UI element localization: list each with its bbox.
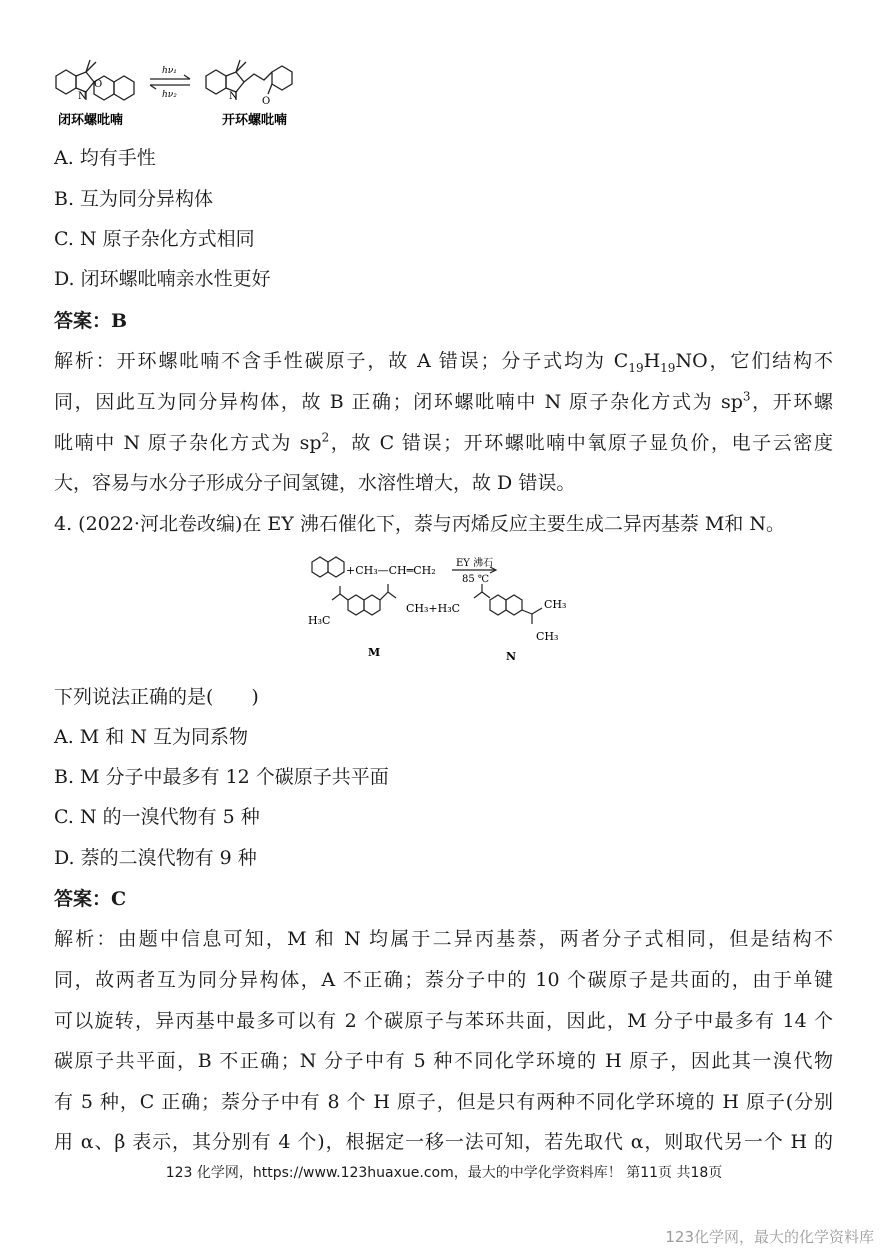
q3-analysis-line-3 [54, 430, 833, 456]
superscript: 2 [321, 430, 330, 445]
q4-option-b: B. M 分子中最多有 12 个碳原子共平面 [54, 766, 389, 788]
q3-option-a: A. 均有手性 [54, 147, 156, 169]
q3-option-b: B. 互为同分异构体 [54, 188, 214, 210]
reagent-propene: +CH₃—CH═CH₂ [346, 564, 436, 577]
product-m-label: M [368, 646, 381, 659]
n-ch3-label-lower: CH₃ [536, 630, 559, 643]
q3-analysis-text: 解析：开环螺吡喃不含手性碳原子，故 A 错误；分子式均为 C [54, 350, 629, 372]
open-o-atom: O [262, 96, 271, 107]
q3-analysis-text: ，故 C 错误；开环螺吡喃中氧原子显负价，电子云密度 [329, 432, 833, 454]
q3-analysis-text: 吡喃中 N 原子杂化方式为 sp [54, 432, 322, 454]
q4-analysis-line-4: 碳原子共平面，B 不正确；N 分子中有 5 种不同化学环境的 H 原子，因此其一溴代物 [54, 1050, 833, 1072]
q4-analysis-line-1: 解析：由题中信息可知，M 和 N 均属于二异丙基萘，两者分子式相同，但是结构不 [54, 928, 833, 950]
q4-answer-value: C [111, 888, 127, 910]
condition-temperature: 85 ℃ [462, 574, 490, 585]
open-n-atom: N [229, 91, 238, 102]
q4-answer [54, 886, 126, 912]
condition-catalyst: EY 沸石 [456, 558, 494, 569]
subscript: 19 [628, 360, 644, 375]
naphthalene-figure [300, 548, 590, 666]
q3-analysis-line-1 [54, 348, 833, 374]
closed-form-caption: 闭环螺吡喃 [58, 113, 124, 128]
q3-answer-label: 答案： [54, 310, 112, 332]
spiropyran-figure [50, 52, 320, 128]
q4-option-a: A. M 和 N 互为同系物 [54, 726, 248, 748]
q3-answer [54, 308, 127, 334]
q4-analysis-line-6: 用 α、β 表示，其分别有 4 个)，根据定一移一法可知，若先取代 α，则取代另一个 H 的 [54, 1131, 833, 1153]
m-n-ch3-label: CH₃+H₃C [406, 602, 461, 615]
q3-analysis-text: NO，它们结构不 [675, 350, 833, 372]
q4-analysis-line-2: 同，故两者互为同分异构体，A 不正确；萘分子中的 10 个碳原子是共面的，由于单键 [54, 969, 833, 991]
q3-analysis-line-4: 大，容易与水分子形成分子间氢键，水溶性增大，故 D 错误。 [54, 472, 576, 494]
m-h3c-label: H₃C [308, 614, 331, 627]
watermark: 123化学网，最大的化学资料库 [665, 1228, 874, 1246]
q4-stem: 4. (2022·河北卷改编)在 EY 沸石催化下，萘与丙烯反应主要生成二异丙基萘 M和 N。 [54, 513, 786, 535]
closed-o-atom: O [94, 79, 103, 90]
q3-option-c: C. N 原子杂化方式相同 [54, 228, 255, 250]
naphthalene-reaction [300, 548, 590, 666]
q4-answer-label: 答案： [54, 888, 112, 910]
q3-answer-value: B [111, 310, 128, 332]
spiropyran-structures [50, 52, 320, 128]
arrow-bottom-label: hν₂ [162, 90, 177, 100]
arrow-top-label: hν₁ [162, 66, 177, 76]
q4-option-c: C. N 的一溴代物有 5 种 [54, 806, 260, 828]
product-n-label: N [506, 650, 517, 663]
q3-analysis-text: ，开环螺 [750, 391, 833, 413]
open-form-caption: 开环螺吡喃 [222, 113, 288, 128]
q3-analysis-line-2 [54, 389, 833, 415]
n-ch3-label: CH₃ [544, 598, 567, 611]
closed-n-atom: N [78, 91, 87, 102]
superscript: 3 [742, 389, 751, 404]
q4-analysis-line-3: 可以旋转，异丙基中最多可以有 2 个碳原子与苯环共面，因此，M 分子中最多有 14 个 [54, 1010, 833, 1032]
q3-option-d: D. 闭环螺吡喃亲水性更好 [54, 268, 271, 290]
subscript: 19 [660, 360, 676, 375]
q4-analysis-line-5: 有 5 种，C 正确；萘分子中有 8 个 H 原子，但是只有两种不同化学环境的 H 原子(分别 [54, 1091, 833, 1113]
q4-question: 下列说法正确的是( ) [54, 686, 259, 708]
page-footer: 123 化学网，https://www.123huaxue.com，最大的中学化学资料库！ 第11页 共18页 [165, 1165, 723, 1181]
q4-option-d: D. 萘的二溴代物有 9 种 [54, 847, 257, 869]
q3-analysis-text: 同，因此互为同分异构体，故 B 正确；闭环螺吡喃中 N 原子杂化方式为 sp [54, 391, 743, 413]
q3-analysis-text: H [643, 350, 661, 372]
